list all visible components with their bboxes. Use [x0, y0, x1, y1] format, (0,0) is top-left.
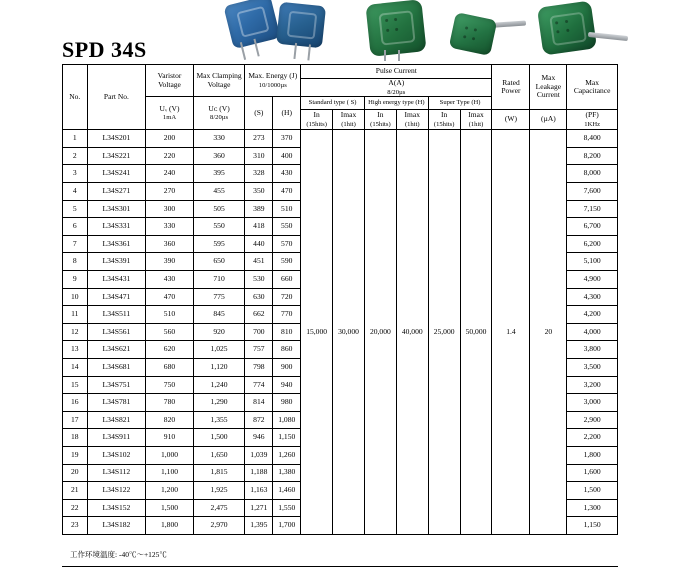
header-high-imax-sub: (1hit) — [404, 120, 420, 128]
cell-max-clamping-voltage: 360 — [193, 147, 245, 165]
cell-no: 13 — [63, 341, 88, 359]
cell-energy-h: 590 — [273, 253, 301, 271]
merged-standard-in: 15,000 — [301, 130, 333, 535]
cell-max-capacitance: 3,800 — [567, 341, 618, 359]
cell-energy-s: 389 — [245, 200, 273, 218]
cell-energy-s: 872 — [245, 411, 273, 429]
page-title: SPD 34S — [62, 37, 147, 62]
cell-energy-h: 900 — [273, 358, 301, 376]
cell-part-no: L34S471 — [87, 288, 146, 306]
cell-max-clamping-voltage: 330 — [193, 130, 245, 148]
cell-energy-h: 980 — [273, 394, 301, 412]
cell-max-capacitance: 2,900 — [567, 411, 618, 429]
cell-part-no: L34S781 — [87, 394, 146, 412]
cell-max-clamping-voltage: 455 — [193, 183, 245, 201]
cell-no: 10 — [63, 288, 88, 306]
blue-varistor-right-image — [276, 2, 326, 49]
cell-no: 1 — [63, 130, 88, 148]
cell-part-no: L34S431 — [87, 271, 146, 289]
cell-max-clamping-voltage: 1,355 — [193, 411, 245, 429]
cell-varistor-voltage: 780 — [146, 394, 193, 412]
header-rated-power: Rated Power — [492, 65, 530, 110]
header-high-in-sub: (15hits) — [370, 120, 391, 128]
cell-part-no: L34S511 — [87, 306, 146, 324]
cell-no: 23 — [63, 517, 88, 535]
cell-varistor-voltage: 620 — [146, 341, 193, 359]
cell-varistor-voltage: 910 — [146, 429, 193, 447]
cell-no: 3 — [63, 165, 88, 183]
cell-energy-s: 757 — [245, 341, 273, 359]
cell-varistor-voltage: 1,100 — [146, 464, 193, 482]
cell-max-clamping-voltage: 595 — [193, 235, 245, 253]
cell-max-capacitance: 4,200 — [567, 306, 618, 324]
header-part-no: Part No. — [87, 65, 146, 130]
cell-part-no: L34S102 — [87, 446, 146, 464]
cell-energy-s: 273 — [245, 130, 273, 148]
cell-energy-s: 1,163 — [245, 482, 273, 500]
cell-energy-s: 1,188 — [245, 464, 273, 482]
cell-max-capacitance: 7,150 — [567, 200, 618, 218]
cell-no: 6 — [63, 218, 88, 236]
cell-part-no: L34S182 — [87, 517, 146, 535]
cell-max-capacitance: 3,000 — [567, 394, 618, 412]
cell-energy-s: 1,395 — [245, 517, 273, 535]
cell-part-no: L34S391 — [87, 253, 146, 271]
cell-varistor-voltage: 1,000 — [146, 446, 193, 464]
cell-part-no: L34S751 — [87, 376, 146, 394]
cell-max-capacitance: 1,800 — [567, 446, 618, 464]
cell-part-no: L34S681 — [87, 358, 146, 376]
cell-energy-s: 662 — [245, 306, 273, 324]
cell-energy-h: 810 — [273, 323, 301, 341]
cell-no: 16 — [63, 394, 88, 412]
cell-varistor-voltage: 1,200 — [146, 482, 193, 500]
header-pulse-current-units — [301, 79, 492, 97]
cell-max-clamping-voltage: 650 — [193, 253, 245, 271]
header-max-clamping-unit — [193, 97, 245, 130]
header-high-imax — [396, 110, 428, 130]
cell-max-clamping-voltage: 775 — [193, 288, 245, 306]
cell-part-no: L34S361 — [87, 235, 146, 253]
cell-no: 15 — [63, 376, 88, 394]
header-pulse-current — [301, 65, 492, 79]
cell-varistor-voltage: 330 — [146, 218, 193, 236]
cell-max-clamping-voltage: 1,500 — [193, 429, 245, 447]
cell-part-no: L34S122 — [87, 482, 146, 500]
cell-no: 11 — [63, 306, 88, 324]
cell-no: 20 — [63, 464, 88, 482]
cell-varistor-voltage: 470 — [146, 288, 193, 306]
cell-max-capacitance: 2,200 — [567, 429, 618, 447]
cell-no: 17 — [63, 411, 88, 429]
cell-varistor-voltage: 510 — [146, 306, 193, 324]
cell-part-no: L34S911 — [87, 429, 146, 447]
blue-varistor-right-leads — [289, 42, 321, 65]
cell-varistor-voltage: 300 — [146, 200, 193, 218]
header-max-leakage-current: Max Leakage Current — [530, 65, 567, 110]
header-standard-imax — [333, 110, 365, 130]
cell-varistor-voltage: 1,800 — [146, 517, 193, 535]
header-standard-imax-label: Imax — [340, 110, 357, 120]
header-super-in-label: In — [441, 110, 448, 120]
header-cap-cond: 1KHz — [584, 120, 601, 128]
cell-part-no: L34S821 — [87, 411, 146, 429]
cell-energy-s: 328 — [245, 165, 273, 183]
cell-energy-h: 570 — [273, 235, 301, 253]
cell-part-no: L34S201 — [87, 130, 146, 148]
cell-varistor-voltage: 390 — [146, 253, 193, 271]
cell-energy-h: 550 — [273, 218, 301, 236]
cell-max-clamping-voltage: 1,650 — [193, 446, 245, 464]
cell-no: 22 — [63, 499, 88, 517]
cell-part-no: L34S561 — [87, 323, 146, 341]
cell-energy-h: 720 — [273, 288, 301, 306]
cell-max-clamping-voltage: 1,815 — [193, 464, 245, 482]
header-super-imax-label: Imax — [468, 110, 484, 120]
header-high-energy-type: High energy type (H) — [364, 97, 428, 110]
cell-part-no: L34S112 — [87, 464, 146, 482]
cell-energy-h: 470 — [273, 183, 301, 201]
cell-energy-h: 1,550 — [273, 499, 301, 517]
cell-varistor-voltage: 360 — [146, 235, 193, 253]
cell-energy-h: 940 — [273, 376, 301, 394]
header-energy-h: (H) — [273, 97, 301, 130]
cell-energy-s: 418 — [245, 218, 273, 236]
cell-max-clamping-voltage: 1,925 — [193, 482, 245, 500]
header-high-imax-label: Imax — [404, 110, 420, 120]
cell-max-capacitance: 6,700 — [567, 218, 618, 236]
header-uv-cond: 1mA — [162, 114, 177, 122]
cell-max-capacitance: 6,200 — [567, 235, 618, 253]
cell-max-clamping-voltage: 845 — [193, 306, 245, 324]
header-standard-imax-sub: (1hit) — [341, 120, 356, 128]
cell-max-clamping-voltage: 1,240 — [193, 376, 245, 394]
cell-part-no: L34S241 — [87, 165, 146, 183]
header-uv-unit: Uᵥ (V) — [159, 103, 180, 113]
cell-energy-h: 770 — [273, 306, 301, 324]
cell-no: 8 — [63, 253, 88, 271]
cell-energy-s: 814 — [245, 394, 273, 412]
cell-varistor-voltage: 750 — [146, 376, 193, 394]
green-varistor-leaded-image — [449, 12, 498, 56]
cell-varistor-voltage: 220 — [146, 147, 193, 165]
cell-energy-s: 1,271 — [245, 499, 273, 517]
cell-part-no: L34S331 — [87, 218, 146, 236]
cell-no: 7 — [63, 235, 88, 253]
cell-max-capacitance: 4,000 — [567, 323, 618, 341]
header-rated-power-unit: (W) — [492, 110, 530, 130]
cell-energy-h: 860 — [273, 341, 301, 359]
cell-max-capacitance: 5,100 — [567, 253, 618, 271]
header-pulse-current-unit: A(A) — [388, 78, 405, 87]
header-high-in-label: In — [377, 110, 384, 120]
cell-max-capacitance: 8,400 — [567, 130, 618, 148]
cell-part-no: L34S301 — [87, 200, 146, 218]
table-row — [63, 130, 618, 148]
bottom-divider — [62, 566, 618, 567]
cell-varistor-voltage: 270 — [146, 183, 193, 201]
cell-part-no: L34S621 — [87, 341, 146, 359]
cell-energy-s: 798 — [245, 358, 273, 376]
cell-energy-s: 350 — [245, 183, 273, 201]
header-pulse-current-cond: 8/20µs — [387, 88, 406, 96]
cell-varistor-voltage: 1,500 — [146, 499, 193, 517]
header-uc-cond: 8/20µs — [210, 114, 229, 122]
cell-part-no: L34S271 — [87, 183, 146, 201]
cell-energy-h: 1,260 — [273, 446, 301, 464]
cell-energy-h: 1,150 — [273, 429, 301, 447]
cell-energy-h: 1,700 — [273, 517, 301, 535]
cell-energy-h: 1,080 — [273, 411, 301, 429]
merged-high-in: 20,000 — [364, 130, 396, 535]
cell-varistor-voltage: 680 — [146, 358, 193, 376]
cell-no: 14 — [63, 358, 88, 376]
cell-max-capacitance: 8,000 — [567, 165, 618, 183]
table-body — [63, 130, 618, 535]
header-pulse-current-label: Pulse Current — [375, 66, 417, 76]
cell-energy-s: 630 — [245, 288, 273, 306]
cell-max-clamping-voltage: 1,025 — [193, 341, 245, 359]
cell-max-clamping-voltage: 550 — [193, 218, 245, 236]
header-standard-in — [301, 110, 333, 130]
cell-max-capacitance: 1,500 — [567, 482, 618, 500]
cell-energy-s: 946 — [245, 429, 273, 447]
cell-max-clamping-voltage: 505 — [193, 200, 245, 218]
header-no: No. — [63, 65, 88, 130]
header-max-energy-cond: 10/1000µs — [258, 81, 287, 89]
header-super-imax — [460, 110, 492, 130]
cell-max-capacitance: 1,150 — [567, 517, 618, 535]
green-varistor-large-image — [365, 0, 426, 57]
cell-no: 12 — [63, 323, 88, 341]
cell-energy-h: 510 — [273, 200, 301, 218]
header-max-leakage-unit: (µA) — [530, 110, 567, 130]
header-varistor-voltage: Varistor Voltage — [146, 65, 193, 97]
cell-energy-s: 451 — [245, 253, 273, 271]
merged-rated-power: 1.4 — [492, 130, 530, 535]
cell-energy-s: 700 — [245, 323, 273, 341]
cell-max-clamping-voltage: 2,475 — [193, 499, 245, 517]
cell-part-no: L34S152 — [87, 499, 146, 517]
cell-no: 21 — [63, 482, 88, 500]
header-standard-in-label: In — [313, 110, 320, 120]
cell-max-capacitance: 1,600 — [567, 464, 618, 482]
cell-varistor-voltage: 200 — [146, 130, 193, 148]
cell-max-clamping-voltage: 2,970 — [193, 517, 245, 535]
operating-temperature-note: 工作环境温度: -40℃～+125℃ — [70, 550, 167, 559]
cell-energy-s: 1,039 — [245, 446, 273, 464]
merged-high-imax: 40,000 — [396, 130, 428, 535]
cell-max-capacitance: 8,200 — [567, 147, 618, 165]
specification-table — [62, 64, 618, 535]
green-varistor-large-leads — [380, 50, 408, 62]
cell-max-clamping-voltage: 1,290 — [193, 394, 245, 412]
cell-max-clamping-voltage: 1,120 — [193, 358, 245, 376]
header-standard-type: Standard type ( S) — [301, 97, 365, 110]
header-cap-unit: (PF) — [585, 110, 599, 120]
cell-part-no: L34S221 — [87, 147, 146, 165]
cell-max-capacitance: 4,900 — [567, 271, 618, 289]
cell-energy-h: 1,460 — [273, 482, 301, 500]
header-max-capacitance-unit — [567, 110, 618, 130]
header-energy-s: (S) — [245, 97, 273, 130]
cell-energy-s: 440 — [245, 235, 273, 253]
header-max-clamping-voltage: Max Clamping Voltage — [193, 65, 245, 97]
cell-energy-h: 660 — [273, 271, 301, 289]
cell-no: 18 — [63, 429, 88, 447]
header-super-in — [428, 110, 460, 130]
green-varistor-right-image — [537, 0, 597, 55]
cell-max-clamping-voltage: 395 — [193, 165, 245, 183]
header-max-energy — [245, 65, 301, 97]
header-super-in-sub: (15hits) — [433, 120, 455, 128]
header-standard-in-sub: (15hits) — [306, 120, 327, 128]
cell-energy-h: 370 — [273, 130, 301, 148]
header-uc-unit: Uᴄ (V) — [208, 103, 230, 113]
cell-no: 19 — [63, 446, 88, 464]
header-varistor-voltage-unit — [146, 97, 193, 130]
cell-varistor-voltage: 820 — [146, 411, 193, 429]
cell-max-capacitance: 3,500 — [567, 358, 618, 376]
cell-varistor-voltage: 560 — [146, 323, 193, 341]
cell-energy-s: 310 — [245, 147, 273, 165]
merged-standard-imax: 30,000 — [333, 130, 365, 535]
cell-no: 2 — [63, 147, 88, 165]
cell-max-clamping-voltage: 920 — [193, 323, 245, 341]
cell-energy-s: 530 — [245, 271, 273, 289]
cell-max-capacitance: 7,600 — [567, 183, 618, 201]
merged-super-imax: 50,000 — [460, 130, 492, 535]
cell-energy-s: 774 — [245, 376, 273, 394]
cell-varistor-voltage: 240 — [146, 165, 193, 183]
cell-no: 5 — [63, 200, 88, 218]
header-max-capacitance: Max Capacitance — [567, 65, 618, 110]
cell-energy-h: 1,380 — [273, 464, 301, 482]
cell-max-capacitance: 4,300 — [567, 288, 618, 306]
cell-max-clamping-voltage: 710 — [193, 271, 245, 289]
cell-energy-h: 430 — [273, 165, 301, 183]
cell-max-capacitance: 3,200 — [567, 376, 618, 394]
cell-energy-h: 400 — [273, 147, 301, 165]
header-high-in — [364, 110, 396, 130]
header-super-imax-sub: (1hit) — [468, 120, 484, 128]
cell-no: 9 — [63, 271, 88, 289]
merged-max-leakage: 20 — [530, 130, 567, 535]
cell-max-capacitance: 1,300 — [567, 499, 618, 517]
cell-varistor-voltage: 430 — [146, 271, 193, 289]
header-max-energy-label: Max. Energy (J) — [248, 71, 298, 80]
header-super-type: Super Type (H) — [428, 97, 492, 110]
merged-super-in: 25,000 — [428, 130, 460, 535]
cell-no: 4 — [63, 183, 88, 201]
